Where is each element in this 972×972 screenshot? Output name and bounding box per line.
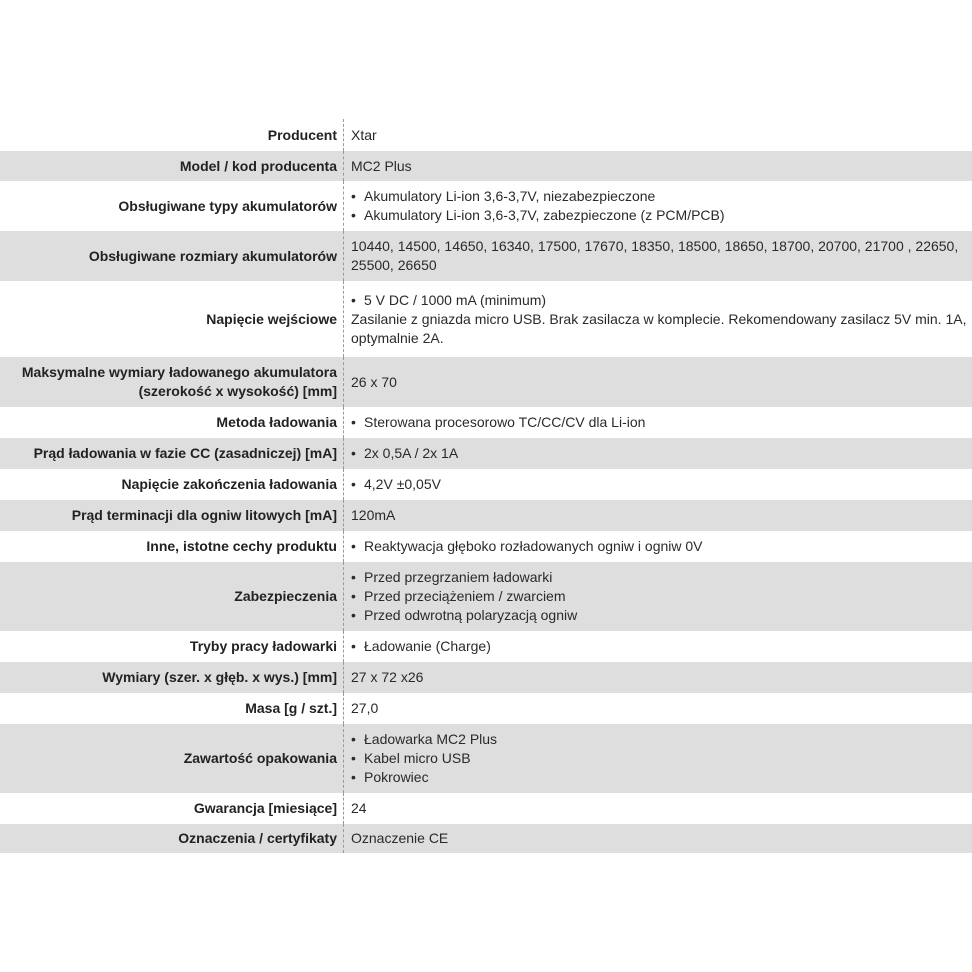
- spec-label: Prąd ładowania w fazie CC (zasadniczej) [mA]: [0, 438, 344, 469]
- spec-label: Wymiary (szer. x głęb. x wys.) [mm]: [0, 662, 344, 693]
- spec-row: [0, 231, 972, 281]
- spec-row: [0, 181, 972, 231]
- spec-value: [344, 662, 972, 693]
- spec-value: [344, 231, 972, 281]
- spec-value-text: 24: [351, 800, 367, 816]
- spec-label: Obsługiwane typy akumulatorów: [0, 181, 344, 231]
- spec-bullet-item: • 5 V DC / 1000 mA (minimum): [351, 291, 968, 310]
- spec-row: [0, 793, 972, 824]
- spec-row: [0, 407, 972, 438]
- spec-bullet-list: [351, 291, 968, 310]
- spec-label: Oznaczenia / certyfikaty: [0, 824, 344, 853]
- spec-bullet-list: [351, 413, 968, 432]
- spec-row: [0, 438, 972, 469]
- spec-bullet-item: • Akumulatory Li-ion 3,6-3,7V, zabezpieczone (z PCM/PCB): [351, 206, 968, 225]
- spec-value: [344, 693, 972, 724]
- spec-bullet-item: • Pokrowiec: [351, 768, 968, 787]
- spec-value-text: Zasilanie z gniazda micro USB. Brak zasilacza w komplecie. Rekomendowany zasilacz 5V min. 1A, optymalnie 2A.: [351, 310, 967, 346]
- spec-bullet-item: • Przed przeciążeniem / zwarciem: [351, 587, 968, 606]
- spec-bullet-list: [351, 444, 968, 463]
- spec-value: [344, 824, 972, 853]
- spec-bullet-item: • Ładowanie (Charge): [351, 637, 968, 656]
- spec-label: Zawartość opakowania: [0, 724, 344, 793]
- spec-bullet-list: [351, 730, 968, 787]
- spec-bullet-item: • Reaktywacja głęboko rozładowanych ogniw i ogniw 0V: [351, 537, 968, 556]
- spec-value: [344, 119, 972, 151]
- spec-bullet-item: • Ładowarka MC2 Plus: [351, 730, 968, 749]
- spec-bullet-list: [351, 568, 968, 625]
- spec-value: [344, 631, 972, 662]
- spec-value: [344, 793, 972, 824]
- spec-value: [344, 281, 972, 357]
- spec-label: Prąd terminacji dla ogniw litowych [mA]: [0, 500, 344, 531]
- spec-bullet-item: • Przed przegrzaniem ładowarki: [351, 568, 968, 587]
- spec-row: [0, 562, 972, 631]
- spec-bullet-item: • Akumulatory Li-ion 3,6-3,7V, niezabezpieczone: [351, 187, 968, 206]
- spec-label: Inne, istotne cechy produktu: [0, 531, 344, 562]
- spec-value: [344, 438, 972, 469]
- spec-table: [0, 119, 972, 853]
- spec-label: Napięcie wejściowe: [0, 281, 344, 357]
- spec-value: [344, 151, 972, 181]
- spec-value: [344, 357, 972, 407]
- spec-label: Tryby pracy ładowarki: [0, 631, 344, 662]
- spec-value: [344, 181, 972, 231]
- spec-row: [0, 693, 972, 724]
- spec-bullet-item: • Kabel micro USB: [351, 749, 968, 768]
- spec-bullet-item: • 4,2V ±0,05V: [351, 475, 968, 494]
- spec-label: Gwarancja [miesiące]: [0, 793, 344, 824]
- spec-value-text: Xtar: [351, 126, 377, 143]
- spec-row: [0, 531, 972, 562]
- spec-value-text: 120mA: [351, 507, 396, 523]
- spec-value-text: 27,0: [351, 700, 379, 716]
- spec-label: Maksymalne wymiary ładowanego akumulatora (szerokość x wysokość) [mm]: [0, 357, 344, 407]
- spec-value: [344, 500, 972, 531]
- spec-value: [344, 531, 972, 562]
- spec-value-text: 27 x 72 x26: [351, 669, 424, 685]
- spec-bullet-item: • Przed odwrotną polaryzacją ogniw: [351, 606, 968, 625]
- spec-bullet-item: • Sterowana procesorowo TC/CC/CV dla Li-ion: [351, 413, 968, 432]
- spec-value-text: MC2 Plus: [351, 157, 412, 174]
- spec-row: [0, 119, 972, 151]
- spec-row: [0, 724, 972, 793]
- spec-bullet-item: • 2x 0,5A / 2x 1A: [351, 444, 968, 463]
- spec-bullet-list: [351, 637, 968, 656]
- spec-value-text: Oznaczenie CE: [351, 830, 449, 846]
- spec-row: [0, 631, 972, 662]
- spec-value: [344, 724, 972, 793]
- spec-bullet-list: [351, 187, 968, 225]
- spec-row: [0, 662, 972, 693]
- spec-value-text: 10440, 14500, 14650, 16340, 17500, 17670, 18350, 18500, 18650, 18700, 20700, 21700 , 22650, 25500, 26650: [351, 238, 959, 273]
- spec-row: [0, 824, 972, 853]
- spec-label: Producent: [0, 119, 344, 151]
- spec-row: [0, 357, 972, 407]
- spec-label: Obsługiwane rozmiary akumulatorów: [0, 231, 344, 281]
- spec-label: Model / kod producenta: [0, 151, 344, 181]
- spec-value: [344, 407, 972, 438]
- spec-label: Masa [g / szt.]: [0, 693, 344, 724]
- spec-table-body: [0, 119, 972, 853]
- spec-row: [0, 469, 972, 500]
- spec-value: [344, 469, 972, 500]
- spec-label: Metoda ładowania: [0, 407, 344, 438]
- spec-bullet-list: [351, 475, 968, 494]
- spec-value: [344, 562, 972, 631]
- spec-row: [0, 281, 972, 357]
- spec-row: [0, 500, 972, 531]
- spec-value-text: 26 x 70: [351, 373, 397, 390]
- spec-bullet-list: [351, 537, 968, 556]
- spec-label: Zabezpieczenia: [0, 562, 344, 631]
- spec-label: Napięcie zakończenia ładowania: [0, 469, 344, 500]
- spec-row: [0, 151, 972, 181]
